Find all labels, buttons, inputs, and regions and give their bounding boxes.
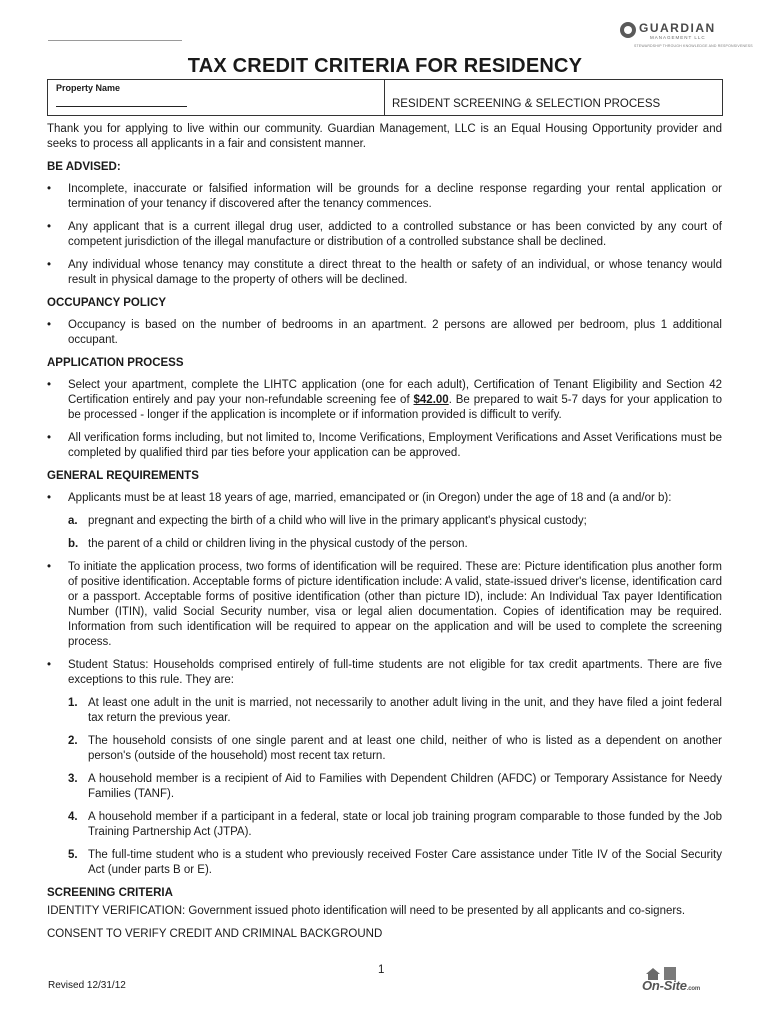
sub-item-b [47, 537, 722, 552]
bullet-occupancy: • Occupancy is based on the number of bedrooms in an apartment. 2 persons are allowed per bedroom, plus 1 additional occupant. [47, 318, 722, 348]
sub-text: pregnant and expecting the birth of a child who will live in the primary applicant's physical custody; [88, 515, 587, 527]
exception-text: At least one adult in the unit is married, not necessarily to another adult living in the unit, and they have filed a joint federal tax return the previous year. [88, 697, 722, 724]
section-heading-general: GENERAL REQUIREMENTS [47, 470, 199, 482]
section-heading-application: APPLICATION PROCESS [47, 357, 184, 369]
exception-marker: 3. [68, 773, 78, 785]
section-heading-screening: SCREENING CRITERIA [47, 887, 173, 899]
intro-paragraph: Thank you for applying to live within our community. Guardian Management, LLC is an Equal Housing Opportunity provider and seeks to process all applicants in a fair and consistent manner. [47, 123, 722, 150]
revised-date: Revised 12/31/12 [48, 980, 126, 991]
screening-process-label: RESIDENT SCREENING & SELECTION PROCESS [392, 98, 661, 110]
onsite-domain: .com [686, 986, 701, 992]
bullet-identification: • To initiate the application process, two forms of identification will be required. These are: Picture identification plus another form of positive identification. Acceptable forms of picture identification include: A valid, state-issued driver's license, identification card or a passport. Acceptable forms of positive identification (other than picture ID), include: An Individual Tax payer Identification Number (ITIN), valid Social Security number, visa or legal alien documentation. Copies of identification may be required. Information from such identification will be required to appear on the application and will be used to complete the screening process. [47, 560, 722, 650]
property-box [47, 79, 723, 116]
exception-marker: 2. [68, 735, 78, 747]
logo-tagline: STEWARDSHIP THROUGH KNOWLEDGE AND RESPONSIVENESS [634, 44, 753, 48]
bullet-student-status: • Student Status: Households comprised entirely of full-time students are not eligible for tax credit apartments. There are five exceptions to this rule. They are: [47, 658, 722, 688]
application-text-end: . Be prepared to wait 5-7 days for your application to be processed - longer if the application is incomplete or if information provided is difficult to verify. [68, 394, 722, 421]
guardian-logo [620, 20, 753, 56]
exception-text: A household member is a recipient of Aid to Families with Dependent Children (AFDC) or Temporary Assistance for Needy Families (TANF). [88, 773, 722, 800]
section-heading-be-advised: BE ADVISED: [47, 161, 121, 173]
bullet-age-requirement: • Applicants must be at least 18 years of age, married, emancipated or (in Oregon) under the age of 18 and (a and/or b): [47, 491, 722, 506]
sub-item-a [47, 514, 722, 529]
exception-marker: 5. [68, 849, 78, 861]
onsite-name: On-Site [642, 978, 687, 993]
exception-item-4 [47, 810, 722, 840]
document-body [47, 122, 722, 942]
screening-fee: $42.00 [413, 394, 449, 406]
application-text-start: Select your apartment, complete the LIHTC application (one for each adult), Certification of Tenant Eligibility and Section 42 Certification entirely and pay your non-refundable screening fee of [68, 379, 722, 406]
exception-item-3 [47, 772, 722, 802]
section-heading-occupancy: OCCUPANCY POLICY [47, 297, 167, 309]
bullet-drug-user: • Any applicant that is a current illegal drug user, addicted to a controlled substance or has been convicted by any court of competent jurisdiction of the illegal manufacture or distribution of a controlled substance shall be declined. [47, 220, 722, 250]
document-title: TAX CREDIT CRITERIA FOR RESIDENCY [187, 55, 583, 77]
identity-verification-text: IDENTITY VERIFICATION: Government issued photo identification will need to be presented by all applicants and co-signers. [47, 905, 686, 917]
logo-sub: MANAGEMENT LLC [650, 35, 706, 40]
property-name-label: Property Name [56, 83, 121, 93]
signature-line [48, 40, 182, 41]
logo-name: GUARDIAN [639, 21, 716, 35]
sub-text: the parent of a child or children living in the physical custody of the person. [88, 538, 468, 550]
property-name-field[interactable] [56, 106, 187, 107]
exception-marker: 4. [68, 811, 78, 823]
bullet-direct-threat: • Any individual whose tenancy may constitute a direct threat to the health or safety of an individual, or whose tenancy would result in physical damage to the property of others will be declined. [47, 258, 722, 288]
guardian-emblem-icon [620, 22, 636, 38]
onsite-wordmark [642, 978, 700, 993]
exception-text: A household member if a participant in a federal, state or local job training program comparable to those funded by the Job Training Partnership Act (JTPA). [88, 811, 722, 838]
exception-marker: 1. [68, 697, 78, 709]
bullet-falsified-info: • Incomplete, inaccurate or falsified information will be grounds for a decline response regarding your rental application or termination of your tenancy if discovered after the tenancy commences. [47, 182, 722, 212]
exception-item-1 [47, 696, 722, 726]
sub-marker: a. [68, 515, 78, 527]
property-box-divider [384, 80, 385, 115]
exception-item-5 [47, 848, 722, 878]
onsite-logo [642, 966, 706, 996]
consent-text: CONSENT TO VERIFY CREDIT AND CRIMINAL BACKGROUND [47, 928, 383, 940]
exception-text: The full-time student who is a student who previously received Foster Care assistance under Title IV of the Social Security Act (under parts B or E). [88, 849, 722, 876]
exception-text: The household consists of one single parent and at least one child, neither of who is listed as a dependent on another person's (outside of the household) most recent tax return. [88, 735, 722, 762]
bullet-verification-forms: • All verification forms including, but not limited to, Income Verifications, Employment Verifications and Asset Verifications must be completed by qualified third par ties before your application can be approved. [47, 431, 722, 461]
exception-item-2 [47, 734, 722, 764]
sub-marker: b. [68, 538, 79, 550]
bullet-select-apartment [47, 378, 722, 423]
page-number: 1 [378, 964, 385, 976]
